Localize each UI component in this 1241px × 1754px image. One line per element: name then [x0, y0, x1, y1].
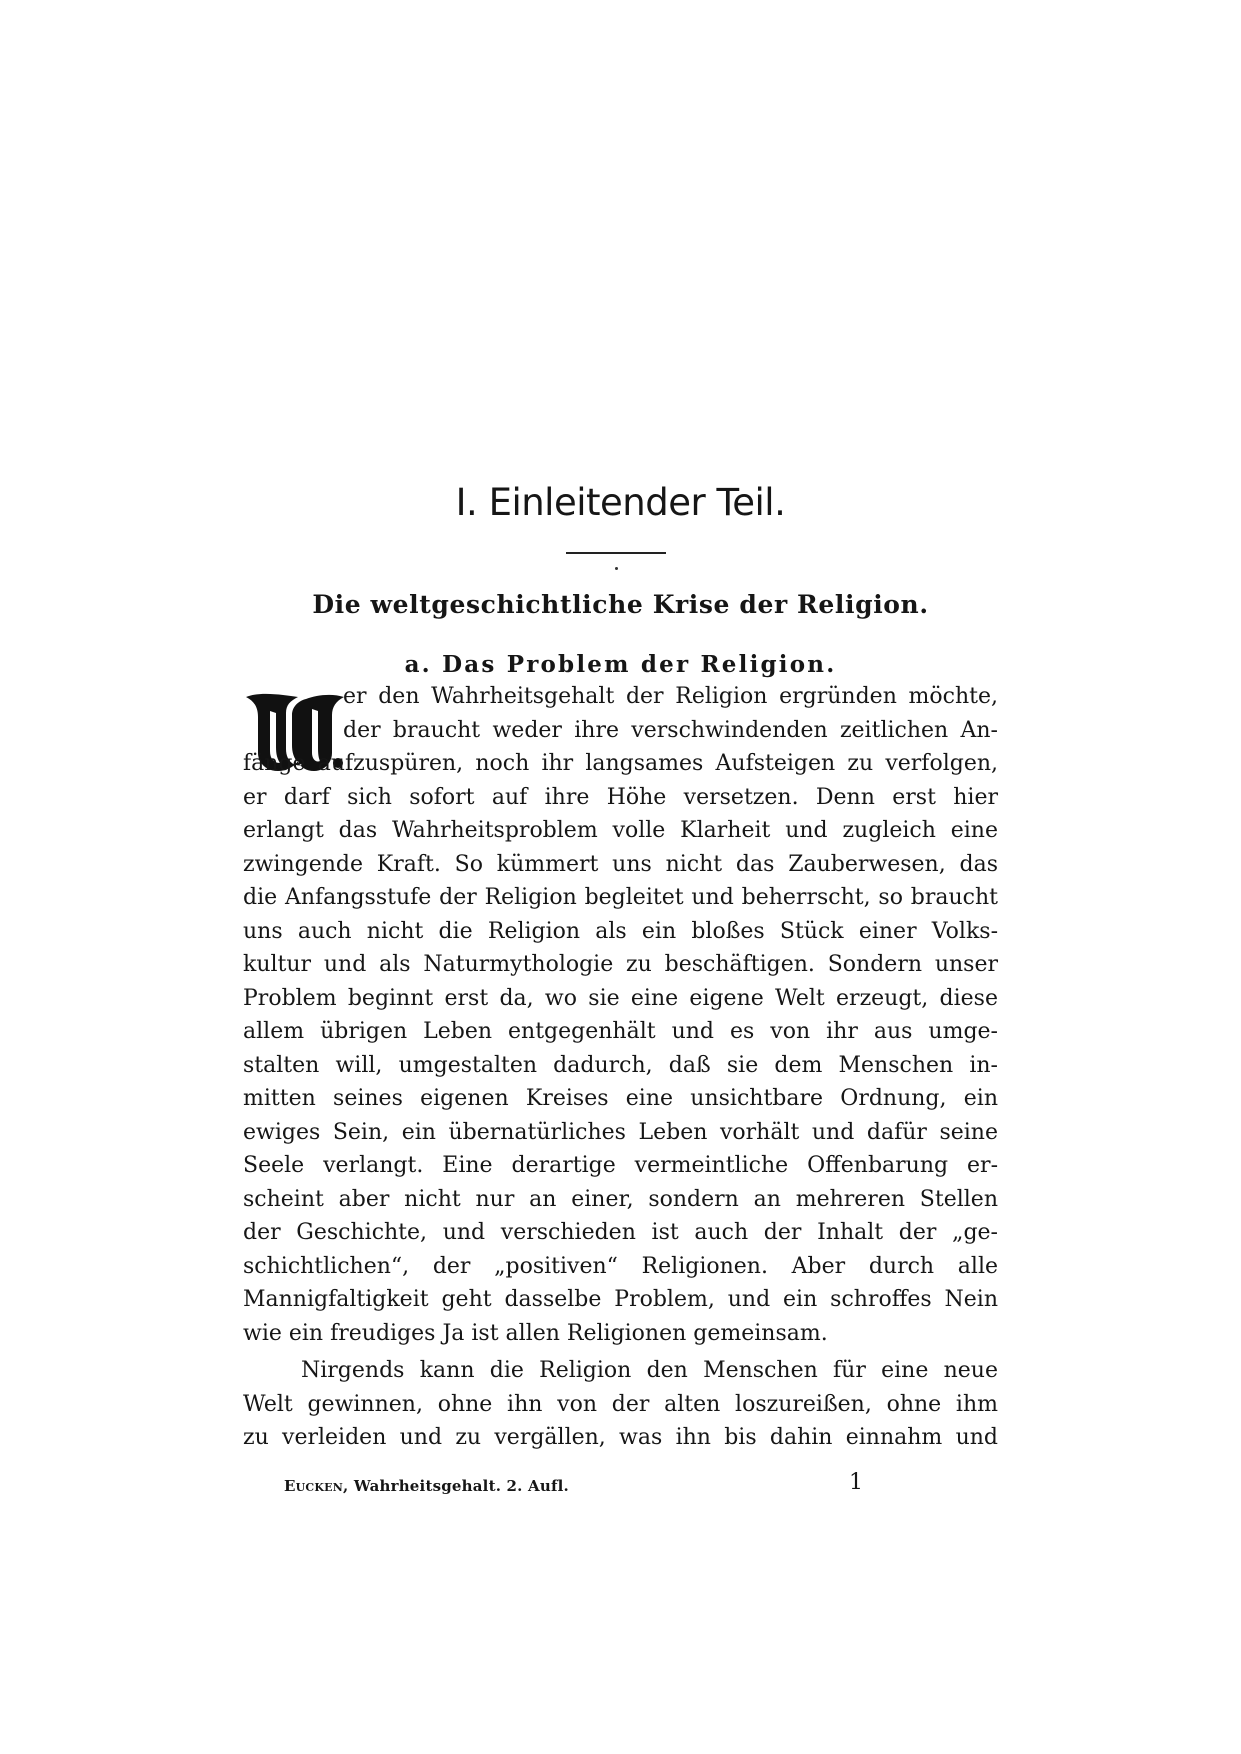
footer-author: Eucken: [284, 1477, 343, 1495]
text-line: er den Wahrheitsgehalt der Religion ergründen möchte,: [343, 684, 998, 709]
page-number: 1: [849, 1470, 863, 1495]
text-line: allem übrigen Leben entgegenhält und es von ihr aus umge-: [243, 1019, 998, 1044]
text-line: er darf sich sofort auf ihre Höhe versetzen. Denn erst hier: [243, 784, 998, 810]
footer-signature: [284, 1477, 569, 1495]
text-line: die Anfangsstufe der Religion begleitet und beherrscht, so braucht: [243, 885, 998, 910]
text-line: uns auch nicht die Religion als ein bloßes Stück einer Volks-: [243, 918, 998, 944]
section-title: a. Das Problem der Religion.: [404, 651, 837, 678]
part-title: I. Einleitender Teil.: [455, 481, 786, 524]
text-line: Mannigfaltigkeit geht dasselbe Problem, und ein schroffes Nein: [243, 1287, 998, 1312]
paragraph: [243, 1354, 998, 1455]
text-line: stalten will, umgestalten dadurch, daß sie dem Menschen in-: [243, 1052, 998, 1078]
text-line: scheint aber nicht nur an einer, sondern an mehreren Stellen: [243, 1186, 998, 1212]
text-line: schichtlichen“, der „positiven“ Religionen. Aber durch alle: [243, 1253, 998, 1279]
text-line: wie ein freudiges Ja ist allen Religionen gemeinsam.: [243, 1320, 828, 1346]
text-line: der braucht weder ihre verschwindenden zeitlichen An-: [343, 717, 998, 743]
text-line: Welt gewinnen, ohne ihn von der alten loszureißen, ohne ihm: [243, 1391, 998, 1417]
text-line: fänge aufzuspüren, noch ihr langsames Aufsteigen zu verfolgen,: [243, 751, 998, 776]
text-line: erlangt das Wahrheitsproblem volle Klarheit und zugleich eine: [243, 818, 998, 843]
footer-work: , Wahrheitsgehalt. 2. Aufl.: [342, 1477, 569, 1495]
body-text: [243, 680, 998, 1455]
text-line: ewiges Sein, ein übernatürliches Leben vorhält und dafür seine: [243, 1119, 998, 1145]
divider-dot: [615, 567, 618, 570]
chapter-title: Die weltgeschichtliche Krise der Religion.: [312, 590, 929, 619]
paragraph: [243, 680, 998, 1350]
text-line: zwingende Kraft. So kümmert uns nicht das Zauberwesen, das: [243, 851, 998, 877]
text-line: kultur und als Naturmythologie zu beschäftigen. Sondern unser: [243, 952, 998, 977]
text-line: Problem beginnt erst da, wo sie eine eigene Welt erzeugt, diese: [243, 985, 998, 1011]
text-line: Seele verlangt. Eine derartige vermeintliche Offenbarung er-: [243, 1153, 998, 1178]
title-divider: [566, 552, 666, 554]
text-line: mitten seines eigenen Kreises eine unsichtbare Ordnung, ein: [243, 1086, 998, 1111]
text-line: der Geschichte, und verschieden ist auch der Inhalt der „ge-: [243, 1220, 998, 1245]
text-line: Nirgends kann die Religion den Menschen für eine neue: [301, 1358, 998, 1383]
text-line: zu verleiden und zu vergällen, was ihn bis dahin einnahm und: [243, 1425, 998, 1450]
